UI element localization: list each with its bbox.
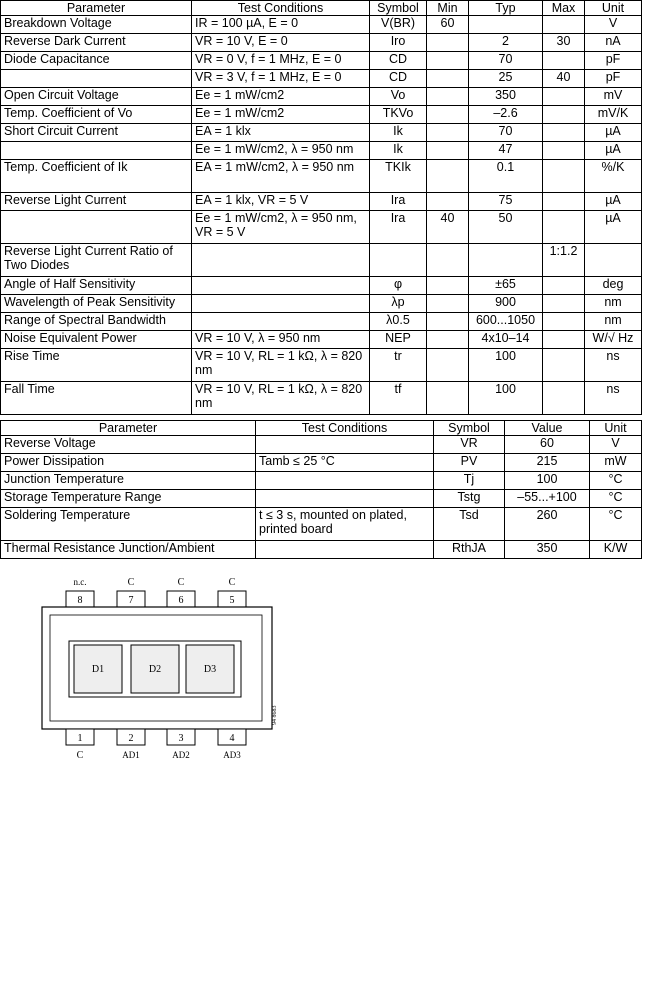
table-cell: Open Circuit Voltage	[1, 88, 192, 106]
table-cell: VR	[434, 436, 505, 454]
table-row	[1, 454, 642, 472]
table-cell: 215	[505, 454, 590, 472]
table-cell: Ik	[370, 142, 427, 160]
table2-header-symbol: Symbol	[434, 421, 505, 436]
table-cell: mV/K	[585, 106, 642, 124]
table-cell	[585, 244, 642, 277]
table1-header-min: Min	[427, 1, 469, 16]
table-cell	[543, 160, 585, 193]
table-cell: Tj	[434, 472, 505, 490]
table-cell: 70	[469, 52, 543, 70]
table-cell: Rise Time	[1, 349, 192, 382]
bottom-pin-number: 1	[77, 733, 83, 744]
table-cell: Wavelength of Peak Sensitivity	[1, 295, 192, 313]
table-cell: Ee = 1 mW/cm2	[192, 88, 370, 106]
table-row	[1, 277, 642, 295]
table-cell	[427, 244, 469, 277]
table-cell	[370, 244, 427, 277]
table-cell: Reverse Voltage	[1, 436, 256, 454]
table-row	[1, 52, 642, 70]
table-cell: Tstg	[434, 490, 505, 508]
table-cell: EA = 1 klx	[192, 124, 370, 142]
bottom-pin-group	[66, 729, 246, 761]
table-cell: %/K	[585, 160, 642, 193]
table-cell: pF	[585, 70, 642, 88]
table-cell: 75	[469, 193, 543, 211]
table-row	[1, 331, 642, 349]
table-cell: 60	[505, 436, 590, 454]
table-cell: mV	[585, 88, 642, 106]
top-pin-number: 7	[128, 595, 134, 606]
drawing-number: 94 8683	[272, 705, 278, 725]
table-row	[1, 508, 642, 541]
top-pin-number: 5	[229, 595, 235, 606]
table-cell	[543, 295, 585, 313]
table-cell: ±65	[469, 277, 543, 295]
diode-label: D3	[203, 664, 217, 675]
table-row	[1, 313, 642, 331]
table1-header-max: Max	[543, 1, 585, 16]
table-cell: mW	[590, 454, 642, 472]
table-cell	[1, 211, 192, 244]
table-cell: 25	[469, 70, 543, 88]
table-cell: Tsd	[434, 508, 505, 541]
table-cell	[543, 88, 585, 106]
table-cell: Soldering Temperature	[1, 508, 256, 541]
table-cell	[543, 52, 585, 70]
table-cell	[192, 313, 370, 331]
table-cell: 260	[505, 508, 590, 541]
table-cell: 30	[543, 34, 585, 52]
table-cell	[1, 142, 192, 160]
table-cell: nm	[585, 295, 642, 313]
table-cell: 2	[469, 34, 543, 52]
top-pin-group	[66, 577, 246, 607]
table-cell	[543, 313, 585, 331]
table-cell: VR = 10 V, RL = 1 kΩ, λ = 820 nm	[192, 382, 370, 415]
table-cell: t ≤ 3 s, mounted on plated, printed board	[256, 508, 434, 541]
table-cell: RthJA	[434, 541, 505, 559]
table-row	[1, 382, 642, 415]
table-cell: 60	[427, 16, 469, 34]
table-cell: 350	[469, 88, 543, 106]
table-cell	[469, 244, 543, 277]
table-cell: –55...+100	[505, 490, 590, 508]
table-row	[1, 160, 642, 193]
table-row	[1, 70, 642, 88]
table-cell: Tamb ≤ 25 °C	[256, 454, 434, 472]
table-cell: Ee = 1 mW/cm2	[192, 106, 370, 124]
table-cell: EA = 1 mW/cm2, λ = 950 nm	[192, 160, 370, 193]
table-cell: V(BR)	[370, 16, 427, 34]
table-row	[1, 295, 642, 313]
table-cell: CD	[370, 52, 427, 70]
table1-header-typ: Typ	[469, 1, 543, 16]
table1-header-symbol: Symbol	[370, 1, 427, 16]
table-cell: λp	[370, 295, 427, 313]
table-cell: tf	[370, 382, 427, 415]
table-cell: Ee = 1 mW/cm2, λ = 950 nm	[192, 142, 370, 160]
table-cell	[543, 106, 585, 124]
electrical-characteristics-table	[0, 0, 642, 415]
table2-header-unit: Unit	[590, 421, 642, 436]
table-row	[1, 211, 642, 244]
table-cell: Fall Time	[1, 382, 192, 415]
table-cell: V	[585, 16, 642, 34]
top-pin-label: C	[228, 577, 236, 588]
table-row	[1, 541, 642, 559]
table-cell	[427, 193, 469, 211]
table-cell	[256, 436, 434, 454]
table-row	[1, 490, 642, 508]
bottom-pin-number: 4	[229, 733, 235, 744]
table-row	[1, 88, 642, 106]
table-cell	[256, 472, 434, 490]
table2-header-conditions: Test Conditions	[256, 421, 434, 436]
table-row	[1, 472, 642, 490]
table-cell: V	[590, 436, 642, 454]
table-cell	[192, 277, 370, 295]
table-cell: 4x10–14	[469, 331, 543, 349]
table-cell	[427, 277, 469, 295]
bottom-pin-label: AD3	[223, 750, 241, 760]
top-pin-label: C	[177, 577, 185, 588]
table-cell: tr	[370, 349, 427, 382]
table-cell: NEP	[370, 331, 427, 349]
table-cell: –2.6	[469, 106, 543, 124]
table-cell: CD	[370, 70, 427, 88]
table-cell	[543, 193, 585, 211]
table-row	[1, 16, 642, 34]
table-cell	[427, 52, 469, 70]
table-cell: Range of Spectral Bandwidth	[1, 313, 192, 331]
diode-label: D1	[91, 664, 105, 675]
table-cell: µA	[585, 124, 642, 142]
table-cell: 1:1.2	[543, 244, 585, 277]
table-cell	[427, 88, 469, 106]
table2-header-parameter: Parameter	[1, 421, 256, 436]
table-row	[1, 106, 642, 124]
table-row	[1, 244, 642, 277]
table-cell: Storage Temperature Range	[1, 490, 256, 508]
table-cell: Temp. Coefficient of Vo	[1, 106, 192, 124]
table-cell: 350	[505, 541, 590, 559]
table-cell: IR = 100 µA, E = 0	[192, 16, 370, 34]
table-cell: Temp. Coefficient of Ik	[1, 160, 192, 193]
table-cell: Reverse Light Current	[1, 193, 192, 211]
table-cell	[543, 211, 585, 244]
bottom-pin-label: AD2	[172, 750, 190, 760]
table2-body	[1, 436, 642, 559]
table-cell	[256, 541, 434, 559]
table1-header-row	[1, 1, 642, 16]
table-cell	[192, 244, 370, 277]
top-pin-number: 8	[77, 595, 83, 606]
table-cell: Junction Temperature	[1, 472, 256, 490]
table-cell: Short Circuit Current	[1, 124, 192, 142]
table-cell: °C	[590, 472, 642, 490]
table-cell	[1, 70, 192, 88]
table-cell: 0.1	[469, 160, 543, 193]
table-cell: φ	[370, 277, 427, 295]
table-row	[1, 436, 642, 454]
table-cell: Power Dissipation	[1, 454, 256, 472]
table-cell	[256, 490, 434, 508]
table-cell: nm	[585, 313, 642, 331]
table-cell: VR = 3 V, f = 1 MHz, E = 0	[192, 70, 370, 88]
table-row	[1, 193, 642, 211]
table-cell: Reverse Light Current Ratio of Two Diodes	[1, 244, 192, 277]
table-cell: °C	[590, 508, 642, 541]
table-cell	[427, 382, 469, 415]
top-pin-label: C	[127, 577, 135, 588]
table-cell	[427, 313, 469, 331]
table-cell: VR = 0 V, f = 1 MHz, E = 0	[192, 52, 370, 70]
table-cell: VR = 10 V, RL = 1 kΩ, λ = 820 nm	[192, 349, 370, 382]
table-cell: pF	[585, 52, 642, 70]
table-cell: Ee = 1 mW/cm2, λ = 950 nm, VR = 5 V	[192, 211, 370, 244]
table-cell: 100	[505, 472, 590, 490]
table-cell	[427, 295, 469, 313]
table2-header-row	[1, 421, 642, 436]
table-cell	[427, 34, 469, 52]
top-pin-number: 6	[178, 595, 184, 606]
table-cell: ns	[585, 382, 642, 415]
table-row	[1, 34, 642, 52]
table-cell: VR = 10 V, E = 0	[192, 34, 370, 52]
table-cell: Noise Equivalent Power	[1, 331, 192, 349]
table1-body	[1, 16, 642, 415]
table-row	[1, 349, 642, 382]
table-cell	[469, 16, 543, 34]
table-cell: deg	[585, 277, 642, 295]
table-cell	[427, 331, 469, 349]
table-cell: Ira	[370, 193, 427, 211]
table-cell	[543, 349, 585, 382]
table-cell: Iro	[370, 34, 427, 52]
table-cell: EA = 1 klx, VR = 5 V	[192, 193, 370, 211]
table-cell: ns	[585, 349, 642, 382]
bottom-pin-number: 3	[178, 733, 184, 744]
table-cell	[427, 70, 469, 88]
table-cell: VR = 10 V, λ = 950 nm	[192, 331, 370, 349]
table-cell: λ0.5	[370, 313, 427, 331]
table-cell: TKVo	[370, 106, 427, 124]
table-cell	[543, 331, 585, 349]
table-cell: Breakdown Voltage	[1, 16, 192, 34]
table-cell: PV	[434, 454, 505, 472]
table1-header-conditions: Test Conditions	[192, 1, 370, 16]
top-pin-label: n.c.	[73, 577, 87, 587]
table-cell: 50	[469, 211, 543, 244]
table-cell	[543, 142, 585, 160]
absolute-maximum-ratings-table	[0, 420, 642, 559]
table-cell	[427, 106, 469, 124]
table-cell	[543, 16, 585, 34]
table-cell: nA	[585, 34, 642, 52]
table-cell: 40	[543, 70, 585, 88]
table-cell: Ik	[370, 124, 427, 142]
bottom-pin-number: 2	[128, 733, 134, 744]
table-cell	[192, 295, 370, 313]
table-cell: Diode Capacitance	[1, 52, 192, 70]
table-cell: W/√ Hz	[585, 331, 642, 349]
table-cell: µA	[585, 142, 642, 160]
table1-header-unit: Unit	[585, 1, 642, 16]
table-cell	[427, 160, 469, 193]
table-row	[1, 124, 642, 142]
table2-header-value: Value	[505, 421, 590, 436]
table-cell: TKIk	[370, 160, 427, 193]
table-cell: 600...1050	[469, 313, 543, 331]
table-cell	[427, 142, 469, 160]
table-cell: 100	[469, 349, 543, 382]
table-cell: Angle of Half Sensitivity	[1, 277, 192, 295]
table-cell: µA	[585, 211, 642, 244]
table-cell: Thermal Resistance Junction/Ambient	[1, 541, 256, 559]
table-cell	[543, 382, 585, 415]
table-row	[1, 142, 642, 160]
table-cell	[543, 277, 585, 295]
table-cell: °C	[590, 490, 642, 508]
table-cell: Vo	[370, 88, 427, 106]
table-cell	[427, 124, 469, 142]
table-cell: 900	[469, 295, 543, 313]
diode-label: D2	[148, 664, 162, 675]
table-cell	[543, 124, 585, 142]
table-cell: µA	[585, 193, 642, 211]
table-cell: 47	[469, 142, 543, 160]
diode-group	[74, 645, 234, 693]
table-cell: Reverse Dark Current	[1, 34, 192, 52]
table-cell: K/W	[590, 541, 642, 559]
bottom-pin-label: C	[76, 750, 84, 761]
package-pinout-diagram	[0, 565, 300, 765]
table-cell: 100	[469, 382, 543, 415]
table1-header-parameter: Parameter	[1, 1, 192, 16]
table-cell: 70	[469, 124, 543, 142]
bottom-pin-label: AD1	[122, 750, 140, 760]
table-cell	[427, 349, 469, 382]
table-cell: Ira	[370, 211, 427, 244]
table-cell: 40	[427, 211, 469, 244]
